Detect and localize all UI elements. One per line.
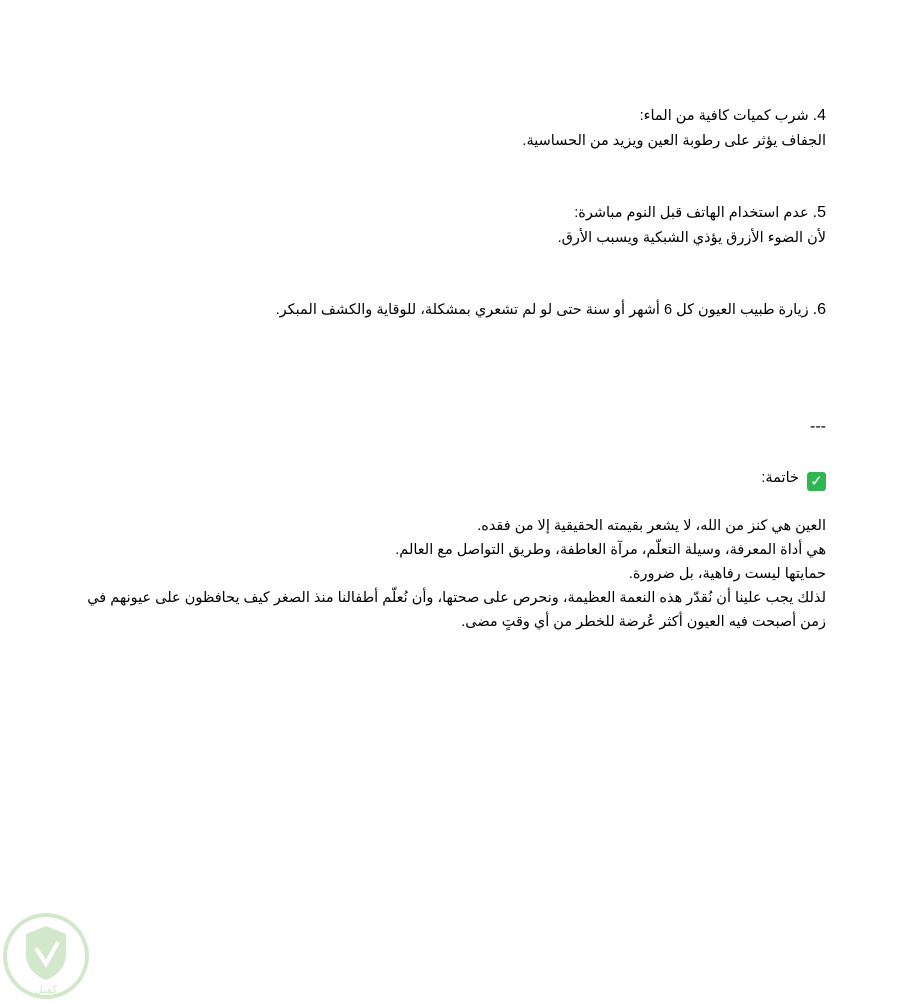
conclusion-heading [26,466,826,491]
conclusion-line: هي أداة المعرفة، وسيلة التعلّم، مرآة العاطفة، وطريق التواصل مع العالم. [395,542,826,558]
conclusion-line: زمن أصبحت فيه العيون أكثر عُرضة للخطر من أي وقتٍ مضى. [461,614,826,630]
tip-5-title [26,201,826,225]
watermark-text: كفيل [34,983,58,996]
check-mark-icon: ✓ [807,472,826,491]
conclusion-line: العين هي كنز من الله، لا يشعر بقيمته الحقيقية إلا من فقده. [477,518,826,534]
tip-4-number: 4. [812,107,826,124]
tip-5-number: 5. [812,204,826,221]
tip-6-title [26,298,826,322]
tip-4-title [26,104,826,128]
tip-5-body: لأن الضوء الأزرق يؤذي الشبكية ويسبب الأرق. [557,230,826,246]
section-divider: --- [810,418,826,435]
tip-4-title-text: شرب كميات كافية من الماء: [639,108,809,124]
tip-5-title-text: عدم استخدام الهاتف قبل النوم مباشرة: [574,205,809,221]
shield-logo-icon [2,912,90,1000]
conclusion-line: لذلك يجب علينا أن نُقدّر هذه النعمة العظيمة، ونحرص على صحتها، وأن نُعلّم أطفالنا منذ الصغر كيف يحافظون على عيونهم في [87,590,826,606]
watermark-logo [2,912,90,1000]
conclusion-line: حمايتها ليست رفاهية، بل ضرورة. [628,566,826,582]
conclusion-title: خاتمة: [761,470,799,486]
tip-4-body: الجفاف يؤثر على رطوبة العين ويزيد من الحساسية. [522,133,826,149]
tip-6-title-text: زيارة طبيب العيون كل 6 أشهر أو سنة حتى لو لم تشعري بمشكلة، للوقاية والكشف المبكر. [275,302,809,318]
tip-6-number: 6. [812,301,826,318]
